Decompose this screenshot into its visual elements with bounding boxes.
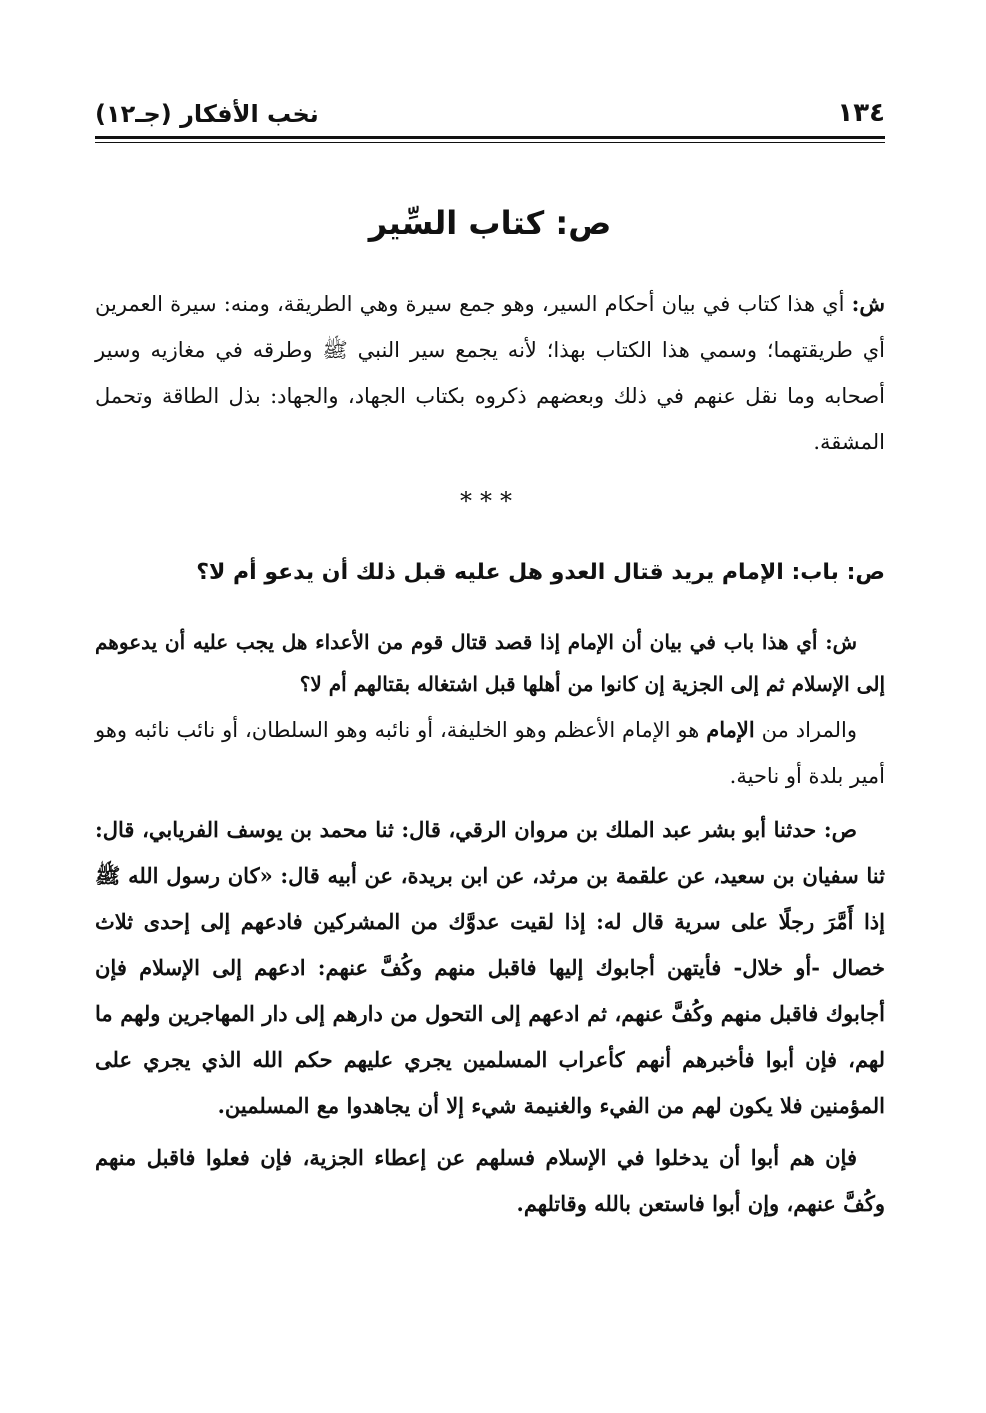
section-title: ص: باب: الإمام يريد قتال العدو هل عليه قبل ذلك أن يدعو أم لا؟ (196, 560, 885, 585)
sharh-intro-paragraph (95, 281, 885, 465)
murad-text-after: هو الإمام الأعظم وهو الخليفة، أو نائبه وهو السلطان، أو نائب نائبه وهو أمير بلدة أو ناحية. (95, 718, 885, 788)
murad-text-before: والمراد من (754, 718, 858, 742)
hadith-text: حدثنا أبو بشر عبد الملك بن مروان الرقي، قال: ثنا محمد بن يوسف الفريابي، قال: ثنا سفيان بن سعيد، عن علقمة بن مرثد، عن ابن بريدة، عن أبيه قال: «كان رسول الله ﷺ إذا أَمَّرَ رجلًا على سرية قال له: إذا لقيت عدوَّك من المشركين فادعهم إلى إحدى ثلاث خصال -أو خلال- فأيتهن أجابوك إليها فاقبل منهم وكُفَّ عنهم: ادعهم إلى الإسلام فإن أجابوك فاقبل منهم وكُفَّ عنهم، ثم ادعهم إلى التحول من دارهم إلى دار المهاجرين ولهم ما لهم، فإن أبوا فأخبرهم أنهم كأعراب المسلمين يجري عليهم حكم الله الذي يجري على المؤمنين فلا يكون لهم من الفيء والغنيمة شيء إلا أن يجاهدوا مع المسلمين. (95, 817, 885, 1118)
murad-paragraph (95, 707, 885, 799)
chapter-title: ص: كتاب السِّير (368, 204, 612, 242)
sharh-bab-paragraph: ش: أي هذا باب في بيان أن الإمام إذا قصد قتال قوم من الأعداء هل يجب عليه أن يدعوهم إلى الإسلام ثم إلى الجزية إن كانوا من أهلها قبل اشتغاله بقتالهم أم لا؟ (95, 630, 885, 696)
sharh-intro-text: أي هذا كتاب في بيان أحكام السير، وهو جمع سيرة وهي الطريقة، ومنه: سيرة العمرين أي طريقتهما؛ وسمي هذا الكتاب بهذا؛ لأنه يجمع سير النبي ﷺ وطرقه في مغازيه وسير أصحابه وما نقل عنهم في ذلك وبعضهم ذكروه بكتاب الجهاد، والجهاد: بذل الطاقة وتحمل المشقة. (95, 292, 885, 454)
header-rule (95, 136, 885, 139)
hadith-paragraph (95, 807, 885, 1129)
sharh-marker: ش: (851, 291, 885, 316)
final-paragraph: فإن هم أبوا أن يدخلوا في الإسلام فسلهم عن إعطاء الجزية، فإن فعلوا فاقبل منهم وكُفَّ عنهم، وإن أبوا فاستعن بالله وقاتلهم. (95, 1145, 885, 1216)
document-page (95, 88, 885, 1227)
hadith-marker: ص: (823, 817, 857, 842)
book-title: نخب الأفكار (جـ١٢) (95, 100, 319, 128)
page-number: ١٣٤ (837, 98, 885, 128)
header-rule-thin (95, 142, 885, 143)
section-separator: *** (460, 487, 520, 515)
murad-bold-term: الإمام (706, 717, 755, 742)
page-header (95, 88, 885, 128)
